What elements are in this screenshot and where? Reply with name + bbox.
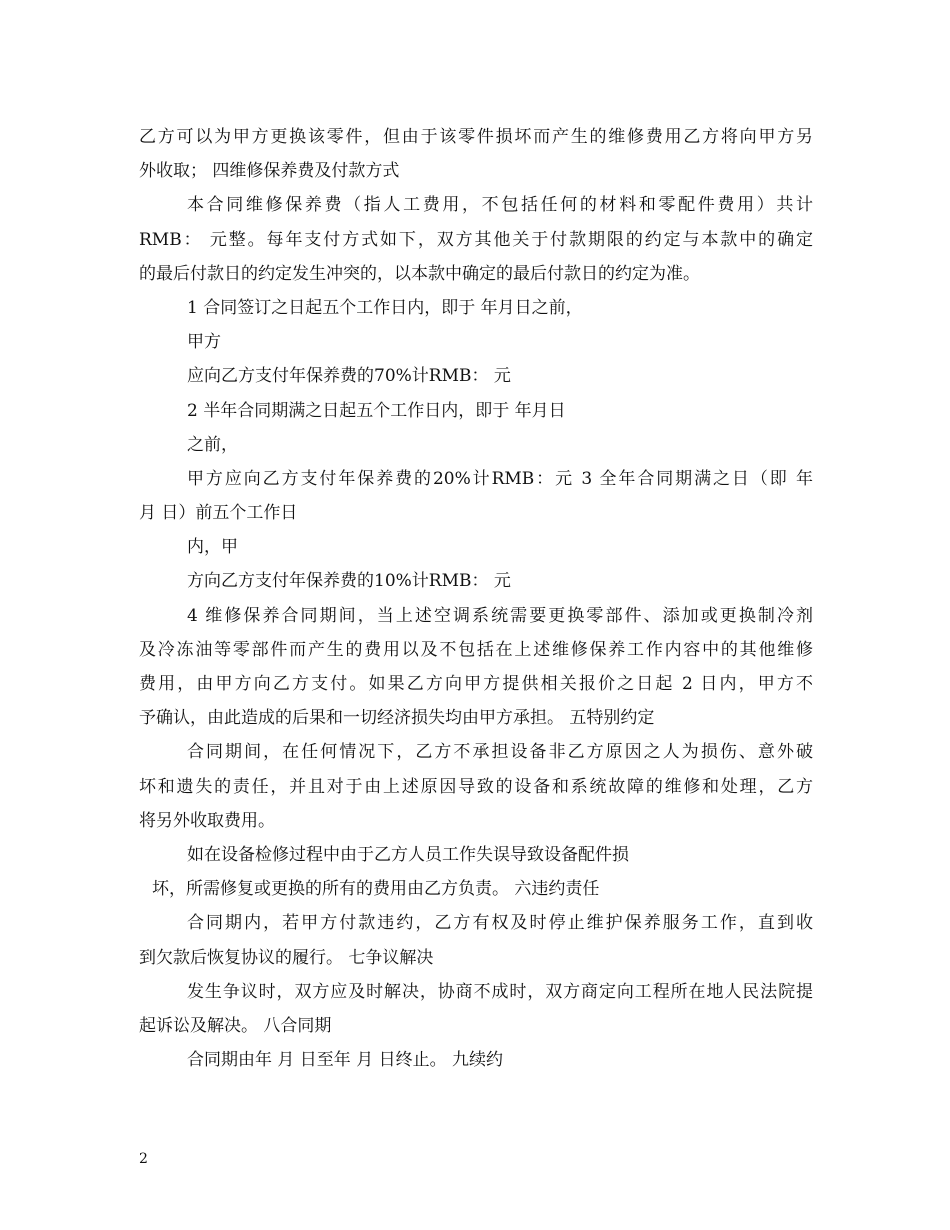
text-line: 坏，所需修复或更换的所有的费用由乙方负责。 六违约责任 [152,879,600,900]
text-line: 甲方 [187,332,221,353]
document-body [139,120,813,1077]
text-line: 应向乙方支付年保养费的70%计RMB： 元 [187,366,511,387]
text-line: 到欠款后恢复协议的履行。 七争议解决 [139,947,434,968]
text-line: 1 合同签订之日起五个工作日内，即于 年月日之前， [187,297,583,318]
text-line: 合同期由年 月 日至年 月 日终止。 九续约 [187,1050,504,1071]
text-line: 方向乙方支付年保养费的10%计RMB： 元 [187,571,511,592]
text-line: 合同期间，在任何情况下，乙方不承担设备非乙方原因之人为损伤、意外破 [187,742,813,763]
text-line: 月 日）前五个工作日 [139,503,298,524]
text-line: 甲方应向乙方支付年保养费的20%计RMB：元 3 全年合同期满之日（即 年 [187,468,813,489]
text-line: 如在设备检修过程中由于乙方人员工作失误导致设备配件损 [187,844,629,865]
text-line: RMB： 元整。每年支付方式如下，双方其他关于付款期限的约定与本款中的确定 [139,229,813,250]
text-line: 本合同维修保养费（指人工费用，不包括任何的材料和零配件费用）共计 [187,195,813,216]
text-line: 内，甲 [187,537,238,558]
text-line: 发生争议时，双方应及时解决，协商不成时，双方商定向工程所在地人民法院提 [187,981,813,1002]
text-line: 起诉讼及解决。 八合同期 [139,1015,332,1036]
text-line: 合同期内，若甲方付款违约，乙方有权及时停止维护保养服务工作，直到收 [187,913,813,934]
text-line: 2 半年合同期满之日起五个工作日内，即于 年月日 [187,400,566,421]
text-line: 坏和遗失的责任，并且对于由上述原因导致的设备和系统故障的维修和处理，乙方 [139,776,813,797]
text-line: 4 维修保养合同期间，当上述空调系统需要更换零部件、添加或更换制冷剂 [187,605,813,626]
text-line: 及冷冻油等零部件而产生的费用以及不包括在上述维修保养工作内容中的其他维修 [139,639,813,660]
page-number: 2 [139,1151,148,1167]
text-line: 费用，由甲方向乙方支付。如果乙方向甲方提供相关报价之日起 2 日内，甲方不 [139,674,813,694]
text-line: 将另外收取费用。 [139,810,275,831]
text-line: 外收取； 四维修保养费及付款方式 [139,161,400,182]
text-line: 予确认，由此造成的后果和一切经济损失均由甲方承担。 五特别约定 [139,708,655,729]
text-line: 乙方可以为甲方更换该零件，但由于该零件损坏而产生的维修费用乙方将向甲方另 [139,127,813,147]
text-line: 的最后付款日的约定发生冲突的，以本款中确定的最后付款日的约定为准。 [139,263,700,284]
text-line: 之前， [187,434,238,455]
